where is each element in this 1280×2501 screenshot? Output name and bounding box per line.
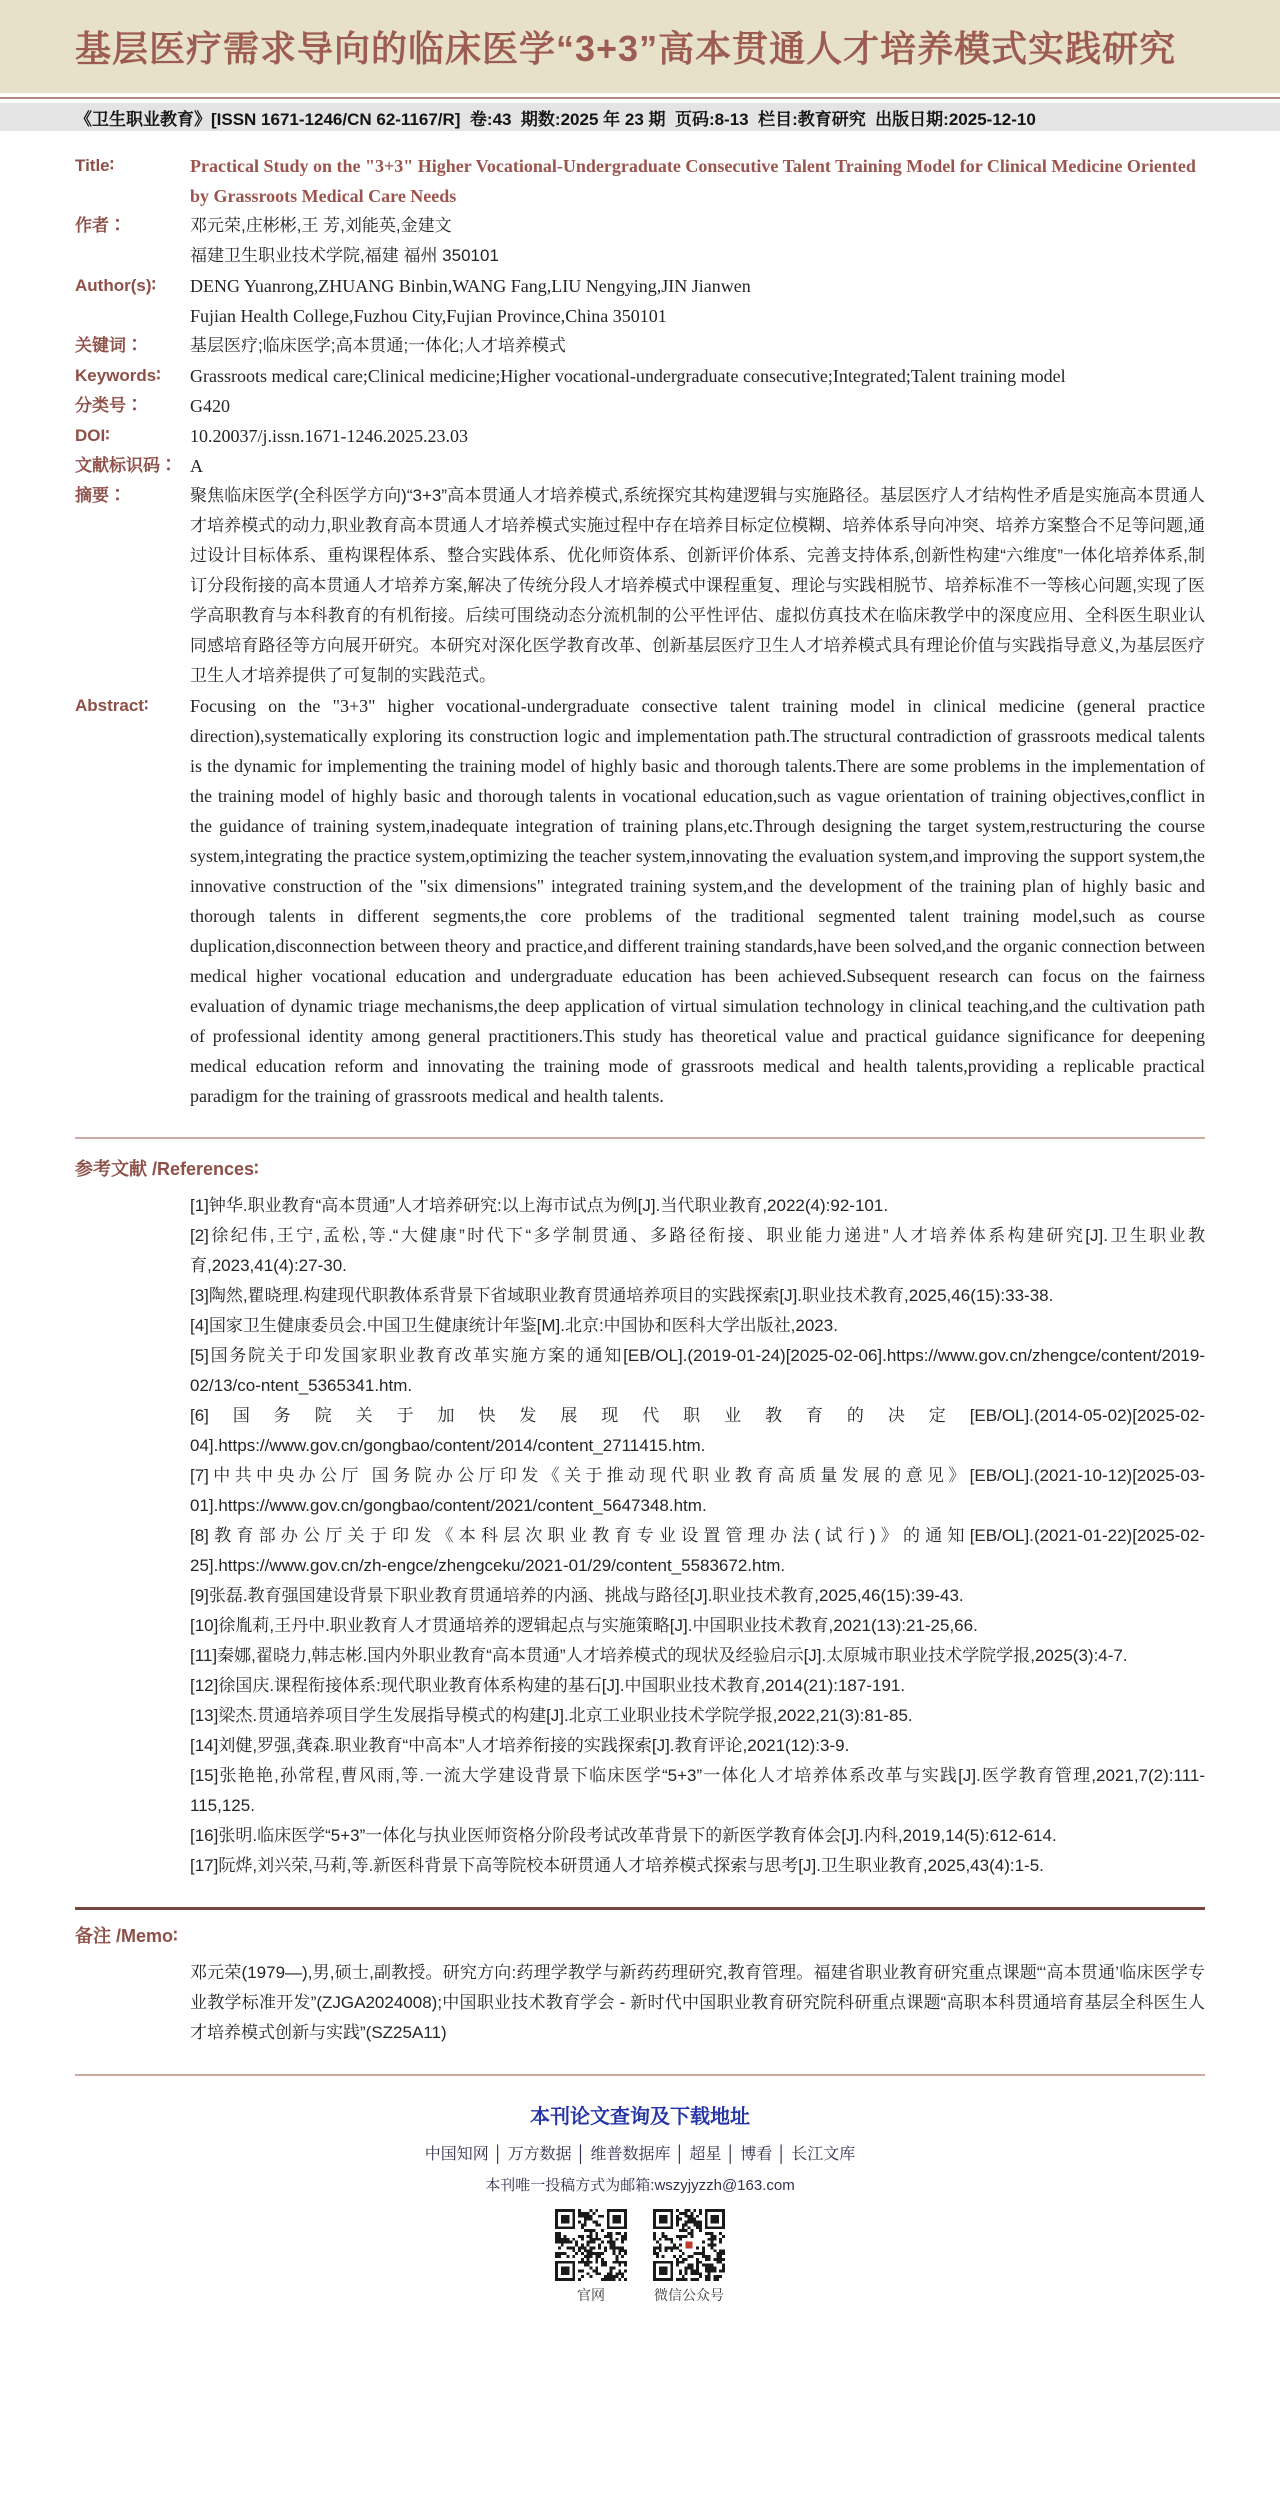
authors-en-value: [190, 271, 1205, 331]
abstract-cn-value: 聚焦临床医学(全科医学方向)“3+3”高本贯通人才培养模式,系统探究其构建逻辑与实施路径。基层医疗人才结构性矛盾是实施高本贯通人才培养模式的动力,职业教育高本贯通人才培养模式实施过程中存在培养目标定位模糊、培养体系导向冲突、培养方案整合不足等问题,通过设计目标体系、重构课程体系、整合实践体系、优化师资体系、创新评价体系、完善支持体系,创新性构建“六维度”一体化培养体系,制订分段衔接的高本贯通人才培养方案,解决了传统分段人才培养模式中课程重复、理论与实践相脱节、培养标准不一等核心问题,实现了医学高职教育与本科教育的有机衔接。后续可围绕动态分流机制的公平性评估、虚拟仿真技术在临床教学中的深度应用、全科医生职业认同感培育路径等方向展开研究。本研究对深化医学教育改革、创新基层医疗卫生人才培养模式具有理论价值与实践指导意义,为基层医疗卫生人才培养提供了可复制的实践范式。: [190, 486, 1205, 685]
reference-item: [11]秦娜,翟晓力,韩志彬.国内外职业教育“高本贯通”人才培养模式的现状及经验启示[J].太原城市职业技术学院学报,2025(3):4-7.: [190, 1646, 1128, 1665]
meta-row-abstract-en: [75, 691, 1205, 1111]
meta-row-clc: [75, 391, 1205, 421]
qr-code-wechat: [653, 2209, 725, 2281]
doc-code-value: A: [190, 456, 203, 476]
footer-divider: [75, 2074, 1205, 2076]
qr-code-row: [75, 2209, 1205, 2305]
article-title-en: Practical Study on the "3+3" Higher Vocational-Undergraduate Consecutive Talent Training Model for Clinical Medicine Oriented by Grassroots Medical Care Needs: [190, 156, 1196, 206]
keywords-cn-value: 基层医疗;临床医学;高本贯通;一体化;人才培养模式: [190, 336, 566, 355]
reference-item: [7]中共中央办公厅 国务院办公厅印发《关于推动现代职业教育高质量发展的意见》[EB/OL].(2021-10-12)[2025-03-01].https://www.gov.cn/gongbao/content/2021/content_5647348.htm.: [190, 1466, 1205, 1515]
keywords-cn-label: 关键词∶: [75, 336, 143, 355]
memo-heading: 备注 /Memo∶: [75, 1926, 178, 1946]
footer-email: 本刊唯一投稿方式为邮箱:wszyjyzzh@163.com: [485, 2177, 795, 2194]
abstract-en-label: Abstract∶: [75, 696, 149, 715]
reference-item: [2]徐纪伟,王宁,孟松,等.“大健康”时代下“多学制贯通、多路径衔接、职业能力递进”人才培养体系构建研究[J].卫生职业教育,2023,41(4):27-30.: [190, 1226, 1205, 1275]
reference-item: [4]国家卫生健康委员会.中国卫生健康统计年鉴[M].北京:中国协和医科大学出版社,2023.: [190, 1316, 838, 1335]
reference-item: [9]张磊.教育强国建设背景下职业教育贯通培养的内涵、挑战与路径[J].职业技术教育,2025,46(15):39-43.: [190, 1586, 964, 1605]
title-label: Title∶: [75, 156, 115, 175]
reference-item: [13]梁杰.贯通培养项目学生发展指导模式的构建[J].北京工业职业技术学院学报,2022,21(3):81-85.: [190, 1706, 913, 1725]
meta-row-keywords-cn: [75, 331, 1205, 361]
doi-value: 10.20037/j.issn.1671-1246.2025.23.03: [190, 426, 469, 446]
reference-item: [5]国务院关于印发国家职业教育改革实施方案的通知[EB/OL].(2019-01-24)[2025-02-06].https://www.gov.cn/zhengce/content/2019-02/13/co-ntent_5365341.htm.: [190, 1346, 1205, 1395]
meta-row-title: [75, 151, 1205, 211]
banner-divider: [0, 97, 1280, 99]
references-divider: [75, 1137, 1205, 1139]
clc-value: G420: [190, 396, 230, 416]
reference-item: [8]教育部办公厅关于印发《本科层次职业教育专业设置管理办法(试行)》的通知[EB/OL].(2021-01-22)[2025-02-25].https://www.gov.cn/zh-engce/zhengceku/2021-01/29/content_5583672.htm.: [190, 1526, 1205, 1575]
reference-item: [10]徐胤莉,王丹中.职业教育人才贯通培养的逻辑起点与实施策略[J].中国职业技术教育,2021(13):21-25,66.: [190, 1616, 978, 1635]
meta-row-authors-cn: [75, 211, 1205, 271]
footer-sources: 中国知网 │ 万方数据 │ 维普数据库 │ 超星 │ 博看 │ 长江文库: [424, 2146, 856, 2163]
qr-website-figure: [555, 2209, 627, 2305]
reference-item: [3]陶然,瞿晓理.构建现代职教体系背景下省域职业教育贯通培养项目的实践探索[J].职业技术教育,2025,46(15):33-38.: [190, 1286, 1054, 1305]
reference-item: [15]张艳艳,孙常程,曹风雨,等.一流大学建设背景下临床医学“5+3”一体化人才培养体系改革与实践[J].医学教育管理,2021,7(2):111-115,125.: [190, 1766, 1205, 1815]
meta-row-doc-code: [75, 451, 1205, 481]
journal-footer: [75, 2100, 1205, 2329]
journal-banner: [0, 0, 1280, 93]
authors-cn-label: 作者∶: [75, 216, 126, 235]
footer-title: 本刊论文查询及下载地址: [530, 2106, 750, 2128]
doc-code-label: 文献标识码∶: [75, 456, 177, 475]
authors-cn-names: 邓元荣,庄彬彬,王 芳,刘能英,金建文: [190, 216, 452, 235]
qr-website-label: 官网: [577, 2287, 605, 2303]
article-title-cn: 基层医疗需求导向的临床医学“3+3”高本贯通人才培养模式实践研究: [75, 28, 1177, 69]
memo-section: [75, 1922, 1205, 2048]
reference-item: [17]阮烨,刘兴荣,马莉,等.新医科背景下高等院校本研贯通人才培养模式探索与思考[J].卫生职业教育,2025,43(4):1-5.: [190, 1856, 1044, 1875]
authors-en-label: Author(s)∶: [75, 276, 156, 295]
references-list: [190, 1191, 1205, 1881]
reference-item: [6]国务院关于加快发展现代职业教育的决定[EB/OL].(2014-05-02)[2025-02-04].https://www.gov.cn/gongbao/content/2014/content_2711415.htm.: [190, 1406, 1205, 1455]
authors-cn-affiliation: 福建卫生职业技术学院,福建 福州 350101: [190, 246, 499, 265]
meta-row-keywords-en: [75, 361, 1205, 391]
keywords-en-label: Keywords∶: [75, 366, 161, 385]
authors-en-affiliation: Fujian Health College,Fuzhou City,Fujian Province,China 350101: [190, 306, 667, 326]
reference-item: [16]张明.临床医学“5+3”一体化与执业医师资格分阶段考试改革背景下的新医学教育体会[J].内科,2019,14(5):612-614.: [190, 1826, 1057, 1845]
qr-wechat-figure: [653, 2209, 725, 2305]
abstract-cn-label: 摘要∶: [75, 486, 126, 505]
reference-item: [14]刘健,罗强,龚森.职业教育“中高本”人才培养衔接的实践探索[J].教育评论,2021(12):3-9.: [190, 1736, 850, 1755]
journal-info-bar: [0, 103, 1280, 131]
qr-wechat-label: 微信公众号: [654, 2287, 724, 2303]
article-content: [0, 131, 1280, 2329]
qr-code-website: [555, 2209, 627, 2281]
reference-item: [1]钟华.职业教育“高本贯通”人才培养研究:以上海市试点为例[J].当代职业教育,2022(4):92-101.: [190, 1196, 889, 1215]
references-section: [75, 1155, 1205, 1881]
reference-item: [12]徐国庆.课程衔接体系:现代职业教育体系构建的基石[J].中国职业技术教育,2014(21):187-191.: [190, 1676, 906, 1695]
doi-label: DOI∶: [75, 426, 110, 445]
memo-divider: [75, 1907, 1205, 1910]
authors-cn-value: [190, 211, 1205, 271]
meta-row-doi: [75, 421, 1205, 451]
meta-row-authors-en: [75, 271, 1205, 331]
meta-row-abstract-cn: [75, 481, 1205, 691]
journal-info-text: 《卫生职业教育》[ISSN 1671-1246/CN 62-1167/R] 卷:43 期数:2025 年 23 期 页码:8-13 栏目:教育研究 出版日期:2025-12-10: [75, 109, 1036, 129]
keywords-en-value: Grassroots medical care;Clinical medicine;Higher vocational-undergraduate consecutive;Integrated;Talent training model: [190, 366, 1066, 386]
references-heading: 参考文献 /References∶: [75, 1159, 259, 1179]
abstract-en-value: Focusing on the "3+3" higher vocational-undergraduate consective talent training model in clinical medicine (general practice direction),systematically exploring its construction logic and implementation path.The structural contradiction of grassroots medical talents is the dynamic for implementing the training model of highly basic and thorough talents.There are some problems in the implementation of the training model of highly basic and thorough talents in vocational education,such as vague orientation of training objectives,conflict in the guidance of training system,inadequate integration of training plans,etc.Through designing the target system,restructuring the course system,integrating the practice system,optimizing the teacher system,innovating the evaluation system,and improving the support system,the innovative construction of the "six dimensions" integrated training system,and the development of the training plan of highly basic and thorough talents in different segments,the core problems of the traditional segmented talent training model,such as course duplication,disconnection between theory and practice,and different training standards,have been solved,and the organic connection between medical higher vocational education and undergraduate education has been achieved.Subsequent research can focus on the fairness evaluation of dynamic triage mechanisms,the deep application of virtual simulation technology in clinical teaching,and the cultivation path of professional identity among general practitioners.This study has theoretical value and practical guidance significance for deepening medical education reform and innovating the training mode of grassroots medical and health talents,providing a replicable practical paradigm for the training of grassroots medical and health talents.: [190, 696, 1205, 1106]
memo-text: 邓元荣(1979—),男,硕士,副教授。研究方向:药理学教学与新药药理研究,教育管理。福建省职业教育研究重点课题“‘高本贯通’临床医学专业教学标准开发”(ZJGA2024008);中国职业技术教育学会 - 新时代中国职业教育研究院科研重点课题“高职本科贯通培育基层全科医生人才培养模式创新与实践”(SZ25A11): [190, 1963, 1205, 2042]
clc-label: 分类号∶: [75, 396, 143, 415]
authors-en-names: DENG Yuanrong,ZHUANG Binbin,WANG Fang,LIU Nengying,JIN Jianwen: [190, 276, 751, 296]
